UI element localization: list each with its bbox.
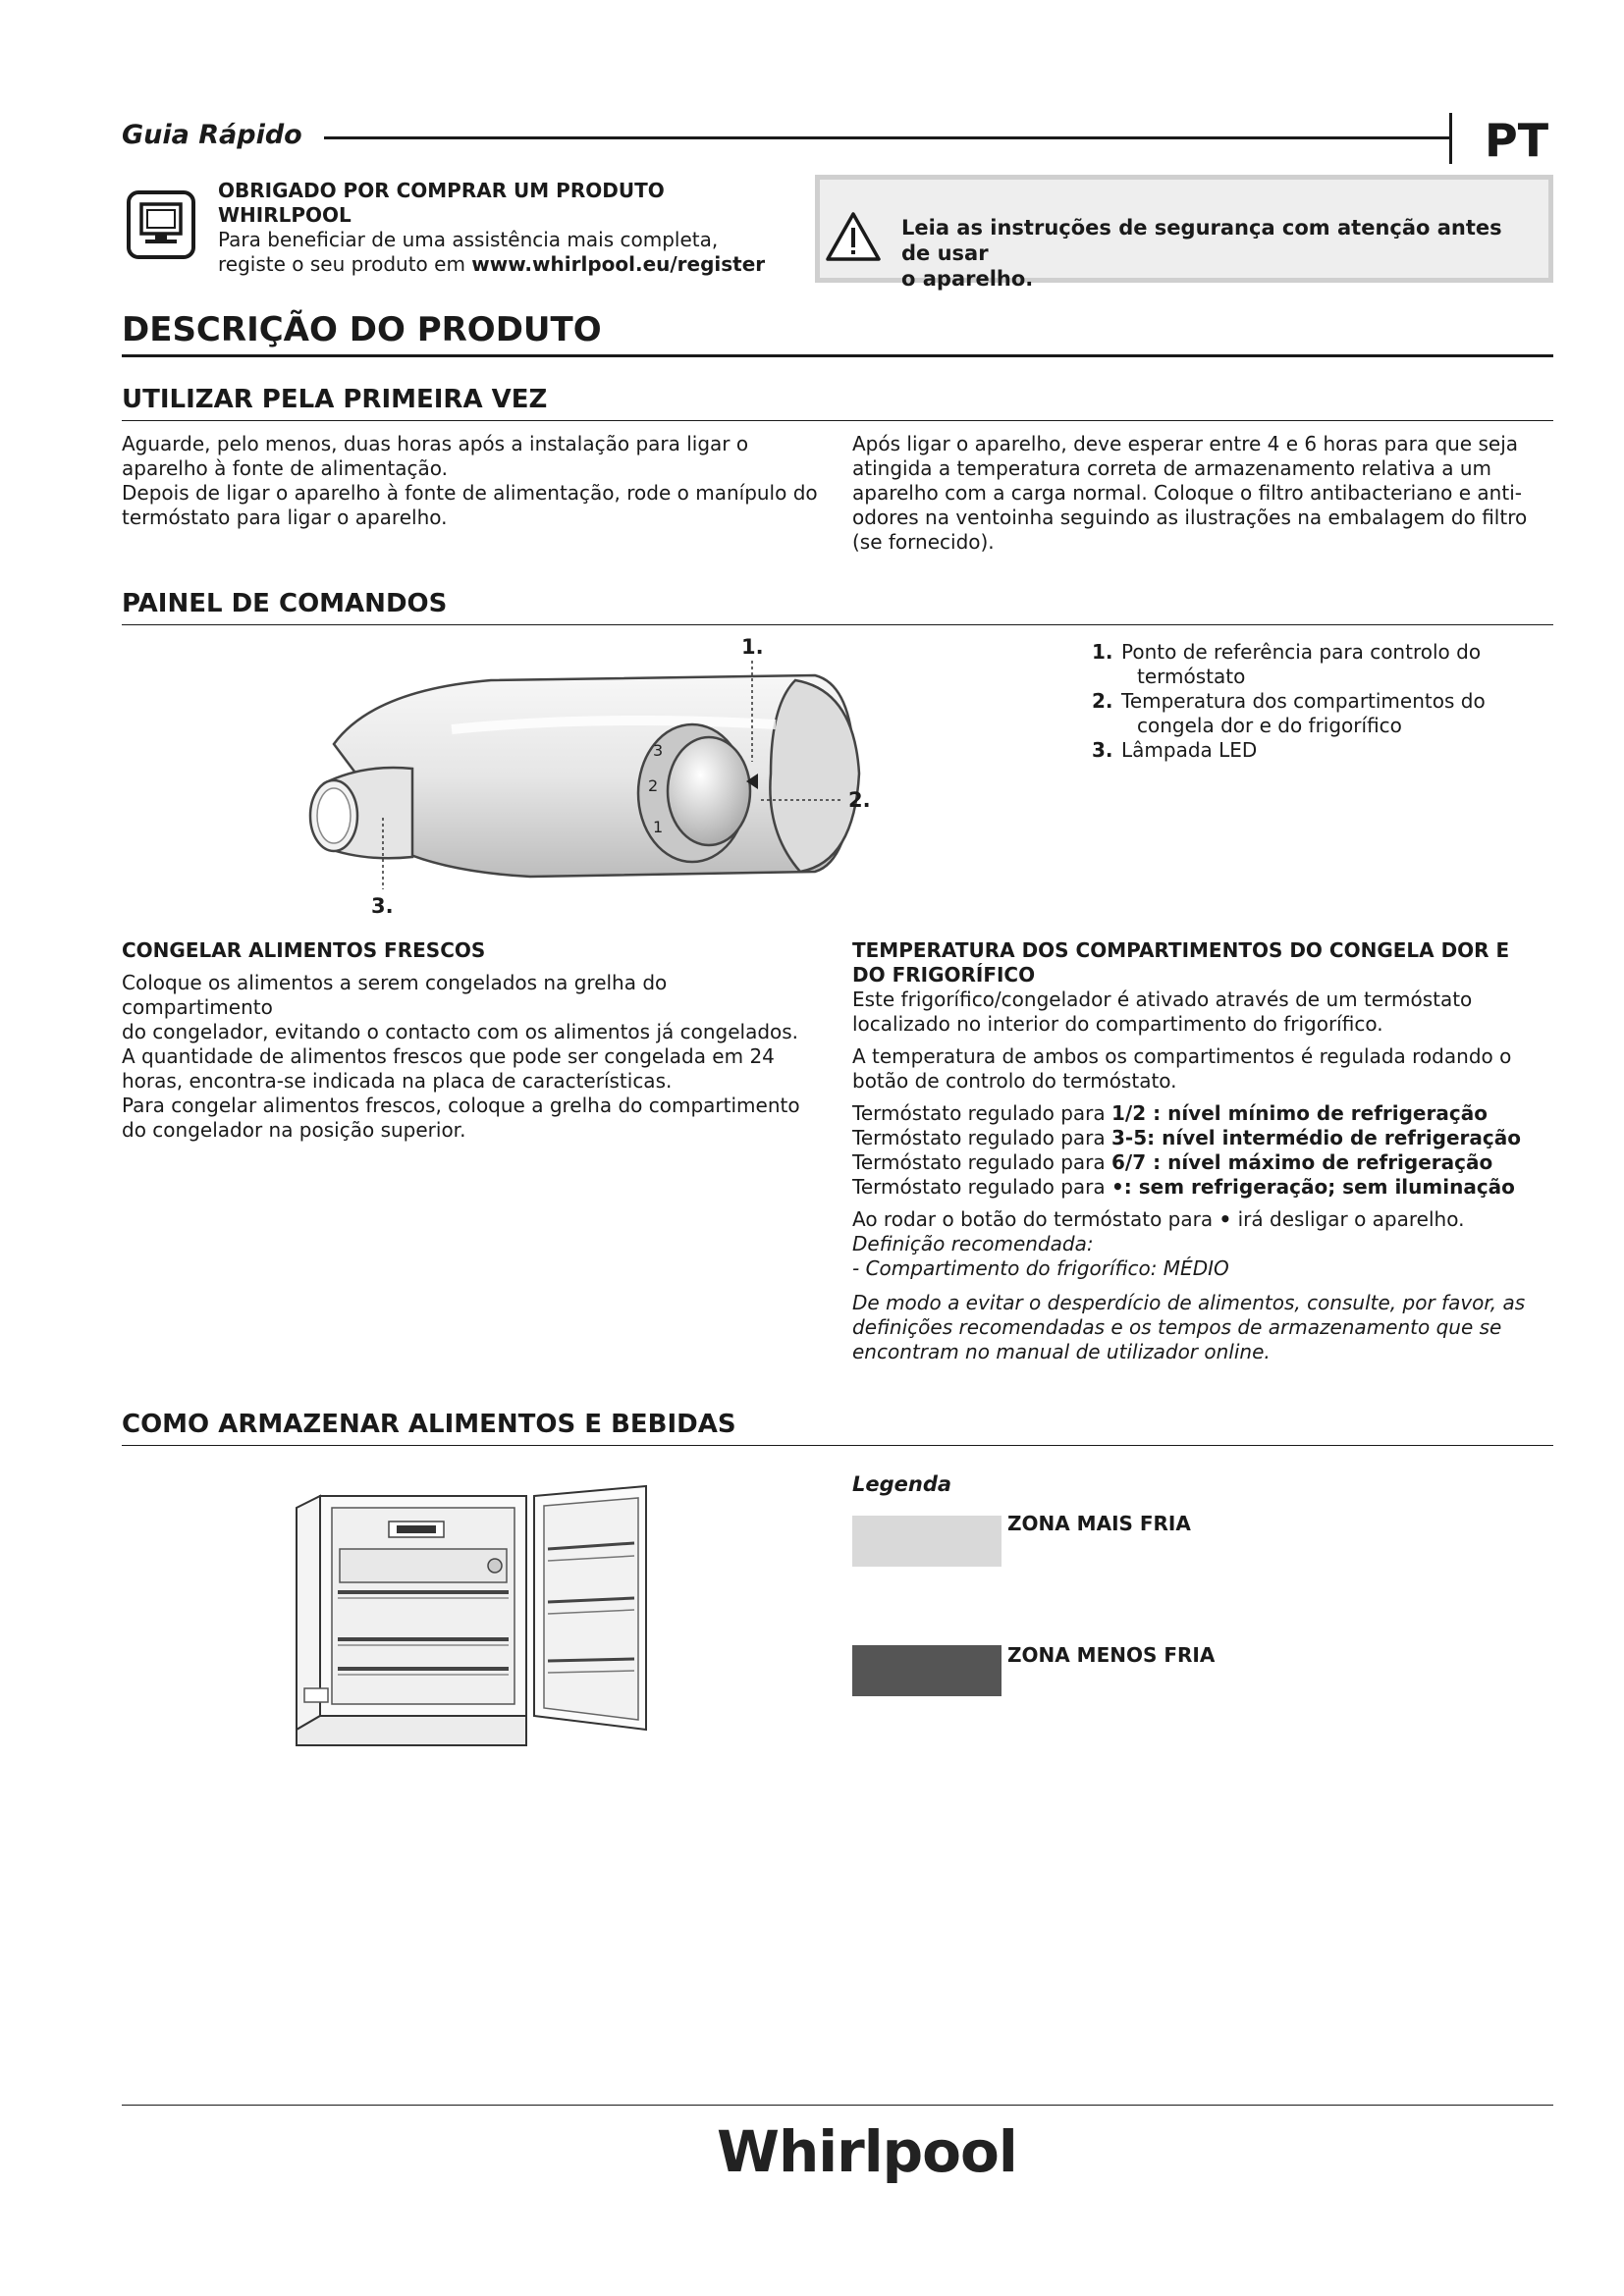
- text-line: atingida a temperatura correta de armazenamento relativa a um: [852, 456, 1491, 480]
- setting-value: 1/2 : nível mínimo de refrigeração: [1111, 1101, 1488, 1125]
- text-line: De modo a evitar o desperdício de alimentos, consulte, por favor, as: [852, 1291, 1526, 1314]
- warning-line-2: o aparelho.: [901, 267, 1034, 291]
- callout-1: 1.: [741, 636, 764, 659]
- coldest-zone-swatch: [852, 1516, 1001, 1567]
- text-line: termóstato para ligar o aparelho.: [122, 506, 448, 529]
- text-fragment: irá desligar o aparelho.: [1231, 1207, 1465, 1231]
- setting-line: [852, 1126, 1559, 1150]
- header-rule: [324, 136, 1451, 139]
- thermostat-settings: [852, 1101, 1559, 1200]
- section-rule: [122, 624, 1553, 625]
- text-line: do congelador, evitando o contacto com os alimentos já congelados.: [122, 1020, 799, 1043]
- recommended-value: - Compartimento do frigorífico: MÉDIO: [852, 1256, 1229, 1280]
- text-line: (se fornecido).: [852, 530, 995, 554]
- registration-title-2: WHIRLPOOL: [218, 203, 352, 227]
- setting-line: [852, 1150, 1559, 1175]
- storage-note: [852, 1291, 1559, 1364]
- section-title-product-description: DESCRIÇÃO DO PRODUTO: [122, 310, 602, 349]
- freeze-section: [122, 938, 819, 1143]
- first-use-left-text: [122, 432, 819, 530]
- setting-prefix: Termóstato regulado para: [852, 1126, 1112, 1149]
- section-title-storage: COMO ARMAZENAR ALIMENTOS E BEBIDAS: [122, 1410, 736, 1439]
- safety-warning-text: [901, 215, 1530, 292]
- registration-block: [218, 179, 768, 277]
- section-title-first-use: UTILIZAR PELA PRIMEIRA VEZ: [122, 385, 548, 414]
- text-line: do congelador na posição superior.: [122, 1118, 466, 1142]
- section-rule: [122, 1445, 1553, 1446]
- coldest-zone-label: ZONA MAIS FRIA: [1007, 1512, 1191, 1535]
- legend-number: 2.: [1092, 689, 1113, 713]
- text-line: aparelho com a carga normal. Coloque o filtro antibacteriano e anti-: [852, 481, 1522, 505]
- control-panel-illustration: [304, 636, 893, 921]
- registration-url-link[interactable]: www.whirlpool.eu/register: [471, 252, 766, 276]
- setting-line: [852, 1175, 1559, 1200]
- legend-number: 3.: [1092, 738, 1113, 762]
- section-rule: [122, 420, 1553, 421]
- setting-prefix: Termóstato regulado para: [852, 1175, 1112, 1199]
- setting-value: •: sem refrigeração; sem iluminação: [1111, 1175, 1515, 1199]
- guide-title: Guia Rápido: [122, 120, 302, 150]
- setting-line: [852, 1101, 1559, 1126]
- registration-text-2: registe o seu produto em: [218, 252, 472, 276]
- header-tick: [1449, 113, 1452, 164]
- legend-text: termóstato: [1137, 665, 1246, 688]
- warning-triangle-icon: [825, 211, 882, 262]
- section-title-control-panel: PAINEL DE COMANDOS: [122, 589, 448, 618]
- warning-line-1: Leia as instruções de segurança com atenção antes de usar: [901, 216, 1502, 265]
- legend-text: Lâmpada LED: [1121, 738, 1258, 762]
- least-cold-zone-swatch: [852, 1645, 1001, 1696]
- monitor-icon: [126, 189, 196, 260]
- fridge-illustration: [291, 1472, 654, 1757]
- dial-mark-1: 1: [653, 818, 664, 836]
- registration-title-1: OBRIGADO POR COMPRAR UM PRODUTO: [218, 179, 665, 202]
- text-fragment: Ao rodar o botão do termóstato para: [852, 1207, 1219, 1231]
- setting-value: 6/7 : nível máximo de refrigeração: [1111, 1150, 1493, 1174]
- dial-mark-3: 3: [653, 741, 664, 760]
- text-line: localizado no interior do compartimento do frigorífico.: [852, 1012, 1383, 1036]
- setting-prefix: Termóstato regulado para: [852, 1150, 1112, 1174]
- legend-number: 1.: [1092, 640, 1113, 664]
- whirlpool-logo: Whirlpool: [717, 2118, 1017, 2185]
- freeze-title: CONGELAR ALIMENTOS FRESCOS: [122, 938, 486, 962]
- temperature-title-1: TEMPERATURA DOS COMPARTIMENTOS DO CONGELA DOR E: [852, 938, 1510, 962]
- language-code: PT: [1485, 114, 1549, 167]
- legend-title: Legenda: [852, 1472, 952, 1496]
- legend-item: [1092, 689, 1524, 738]
- text-line: Coloque os alimentos a serem congelados na grelha do compartimento: [122, 971, 668, 1019]
- text-line: Aguarde, pelo menos, duas horas após a instalação para ligar o: [122, 432, 749, 455]
- callout-2: 2.: [848, 788, 871, 812]
- text-line: botão de controlo do termóstato.: [852, 1069, 1177, 1093]
- registration-text-1: Para beneficiar de uma assistência mais completa,: [218, 228, 719, 251]
- legend-item: [1092, 738, 1524, 763]
- text-line: horas, encontra-se indicada na placa de características.: [122, 1069, 673, 1093]
- temperature-title-2: DO FRIGORÍFICO: [852, 963, 1036, 987]
- dial-mark-2: 2: [648, 776, 659, 795]
- footer-rule: [122, 2105, 1553, 2106]
- text-line: aparelho à fonte de alimentação.: [122, 456, 448, 480]
- legend-item: [1092, 640, 1524, 689]
- text-line: Após ligar o aparelho, deve esperar entre 4 e 6 horas para que seja: [852, 432, 1519, 455]
- text-line: Para congelar alimentos frescos, coloque a grelha do compartimento: [122, 1094, 800, 1117]
- least-cold-zone-label: ZONA MENOS FRIA: [1007, 1643, 1216, 1667]
- text-line: definições recomendadas e os tempos de armazenamento que se: [852, 1315, 1502, 1339]
- off-instruction: [852, 1207, 1559, 1232]
- callout-3: 3.: [371, 894, 394, 918]
- legend-text: Temperatura dos compartimentos do: [1121, 689, 1486, 713]
- setting-value: 3-5: nível intermédio de refrigeração: [1111, 1126, 1522, 1149]
- text-line: A quantidade de alimentos frescos que pode ser congelada em 24: [122, 1044, 775, 1068]
- text-line: A temperatura de ambos os compartimentos é regulada rodando o: [852, 1044, 1512, 1068]
- recommended-label: Definição recomendada:: [852, 1232, 1094, 1255]
- text-line: Depois de ligar o aparelho à fonte de alimentação, rode o manípulo do: [122, 481, 818, 505]
- section-rule: [122, 354, 1553, 357]
- legend-text: Ponto de referência para controlo do: [1121, 640, 1482, 664]
- text-line: encontram no manual de utilizador online.: [852, 1340, 1271, 1363]
- setting-prefix: Termóstato regulado para: [852, 1101, 1112, 1125]
- control-panel-legend: [1092, 640, 1524, 763]
- legend-text: congela dor e do frigorífico: [1137, 714, 1402, 737]
- off-dot: •: [1218, 1207, 1232, 1231]
- temperature-section: [852, 938, 1559, 1364]
- first-use-right-text: [852, 432, 1549, 555]
- text-line: odores na ventoinha seguindo as ilustrações na embalagem do filtro: [852, 506, 1528, 529]
- text-line: Este frigorífico/congelador é ativado através de um termóstato: [852, 988, 1473, 1011]
